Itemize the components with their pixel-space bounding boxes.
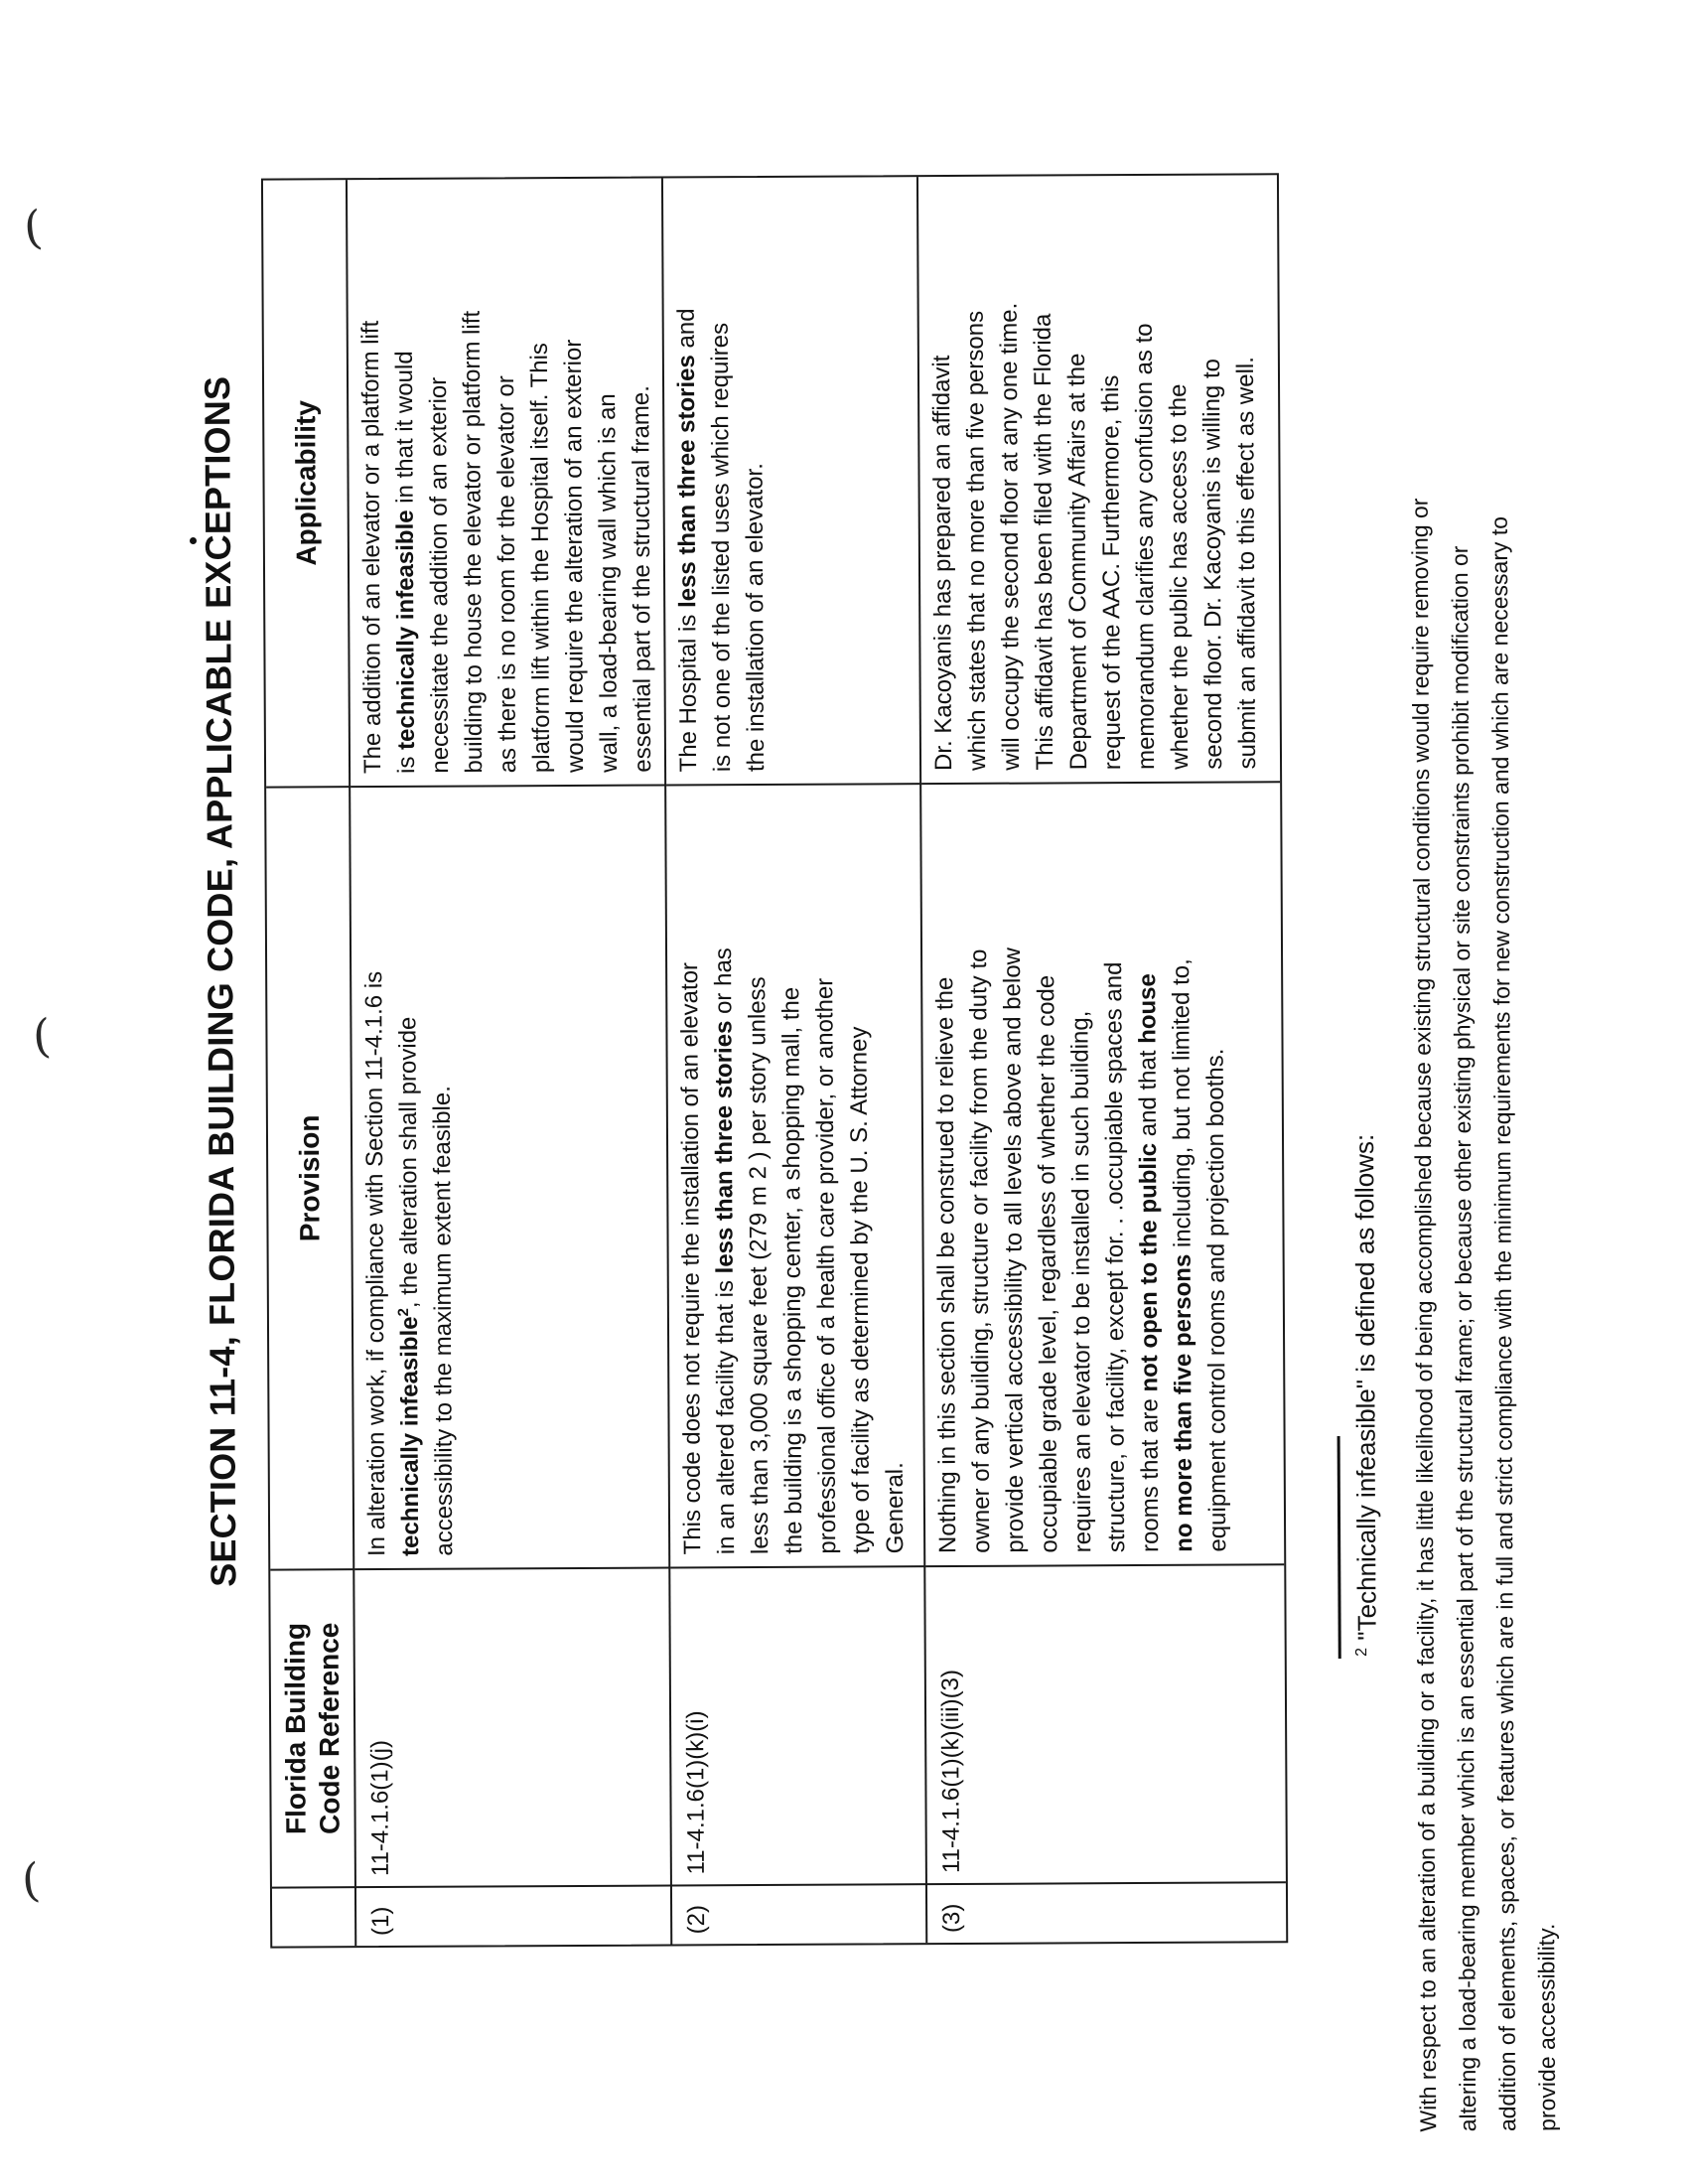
row1-provision: In alteration work, if compliance with Section 11-4.1.6 is technically infeasible$^2$, the alteration shall provide accessibility to the maximum extent feasible. bbox=[351, 784, 670, 1568]
row1-number: (1) bbox=[356, 1884, 672, 1946]
row1-code-reference: 11-4.1.6(1)(j) bbox=[354, 1566, 672, 1886]
row3-provision: Nothing in this section shall be construed to relieve the owner of any building, structure or facility from the duty to provide vertical accessibility to all levels above and below occupiable grade level, regardless of whether the code requires an elevator to be installed in such building, structure, or facility, except for. . .occupiable spaces and rooms that are not open to the public and that house no more than five persons including, but not limited to, equipment control rooms and projection booths. bbox=[921, 781, 1284, 1565]
row2-applicability: The Hospital is less than three stories and is not one of the listed uses which requires the installation of an elevator. bbox=[663, 177, 921, 784]
pen-mark-icon: ( bbox=[21, 200, 45, 255]
footnote-body: With respect to an alteration of a building or a facility, it has little likelihood of being accomplished because existing structural conditions would require removing or altering a load-bearing member which is an essential part of the structural frame; or because other existing physical or site constraints prohibit modification or addition of elements, spaces, or features which are in full and strict compliance with the minimum requirements for new construction and which are necessary to provide accessibility. bbox=[1406, 498, 1561, 2132]
row2-provision: This code does not require the installation of an elevator in an altered facility that is less than three stories or has less than 3,000 square feet (279 m 2 ) per story unless the building is a shopping center, a shopping mall, the professional office of a health care provider, or another type of facility as determined by the U. S. Attorney General. bbox=[666, 783, 925, 1566]
row2-number: (2) bbox=[672, 1883, 927, 1944]
row2-code-reference: 11-4.1.6(1)(k)(i) bbox=[670, 1565, 927, 1884]
page-title: SECTION 11-4, FLORIDA BUILDING CODE, APPLICABLE EXCEPTIONS bbox=[196, 375, 244, 1587]
scan-speck bbox=[190, 537, 197, 544]
footnote-heading-text: "Technically infeasible" is defined as follows: bbox=[1348, 1133, 1382, 1648]
header-code-reference: Florida Building Code Reference bbox=[270, 1568, 356, 1886]
footnote-marker: 2 bbox=[1352, 1647, 1371, 1657]
row1-applicability: The addition of an elevator or a platform lift is technically infeasible in that it would necessitate the addition of an exterior building to house the elevator or platform lift as there is no room for the elevator or platform lift within the Hospital itself. This would require the alteration of an exterior wall, a load-bearing wall which is an essential part of the structural frame. bbox=[348, 179, 666, 787]
footnote-divider bbox=[1337, 1436, 1341, 1659]
row3-applicability: Dr. Kacoyanis has prepared an affidavit which states that no more than five persons will occupy the second floor at any one time. This affidavit has been filed with the Florida Department of Community Affairs at the request of the AAC. Furthermore, this memorandum clarifies any confusion as to whether the public has access to the second floor. Dr. Kacoyanis is willing to submit an affidavit to this effect as well. bbox=[927, 302, 1262, 772]
exceptions-table bbox=[261, 173, 1288, 1948]
row3-number: (3) bbox=[927, 1881, 1286, 1943]
header-provision: Provision bbox=[266, 786, 354, 1568]
footnote-heading bbox=[1349, 1134, 1383, 1657]
row3-code-reference: 11-4.1.6(1)(k)(iii)(3) bbox=[925, 1563, 1286, 1883]
header-applicability: Applicability bbox=[263, 180, 351, 786]
header-number-empty bbox=[272, 1886, 356, 1946]
pen-mark-icon: ( bbox=[19, 1852, 43, 1908]
pen-mark-icon: ( bbox=[31, 1008, 53, 1064]
